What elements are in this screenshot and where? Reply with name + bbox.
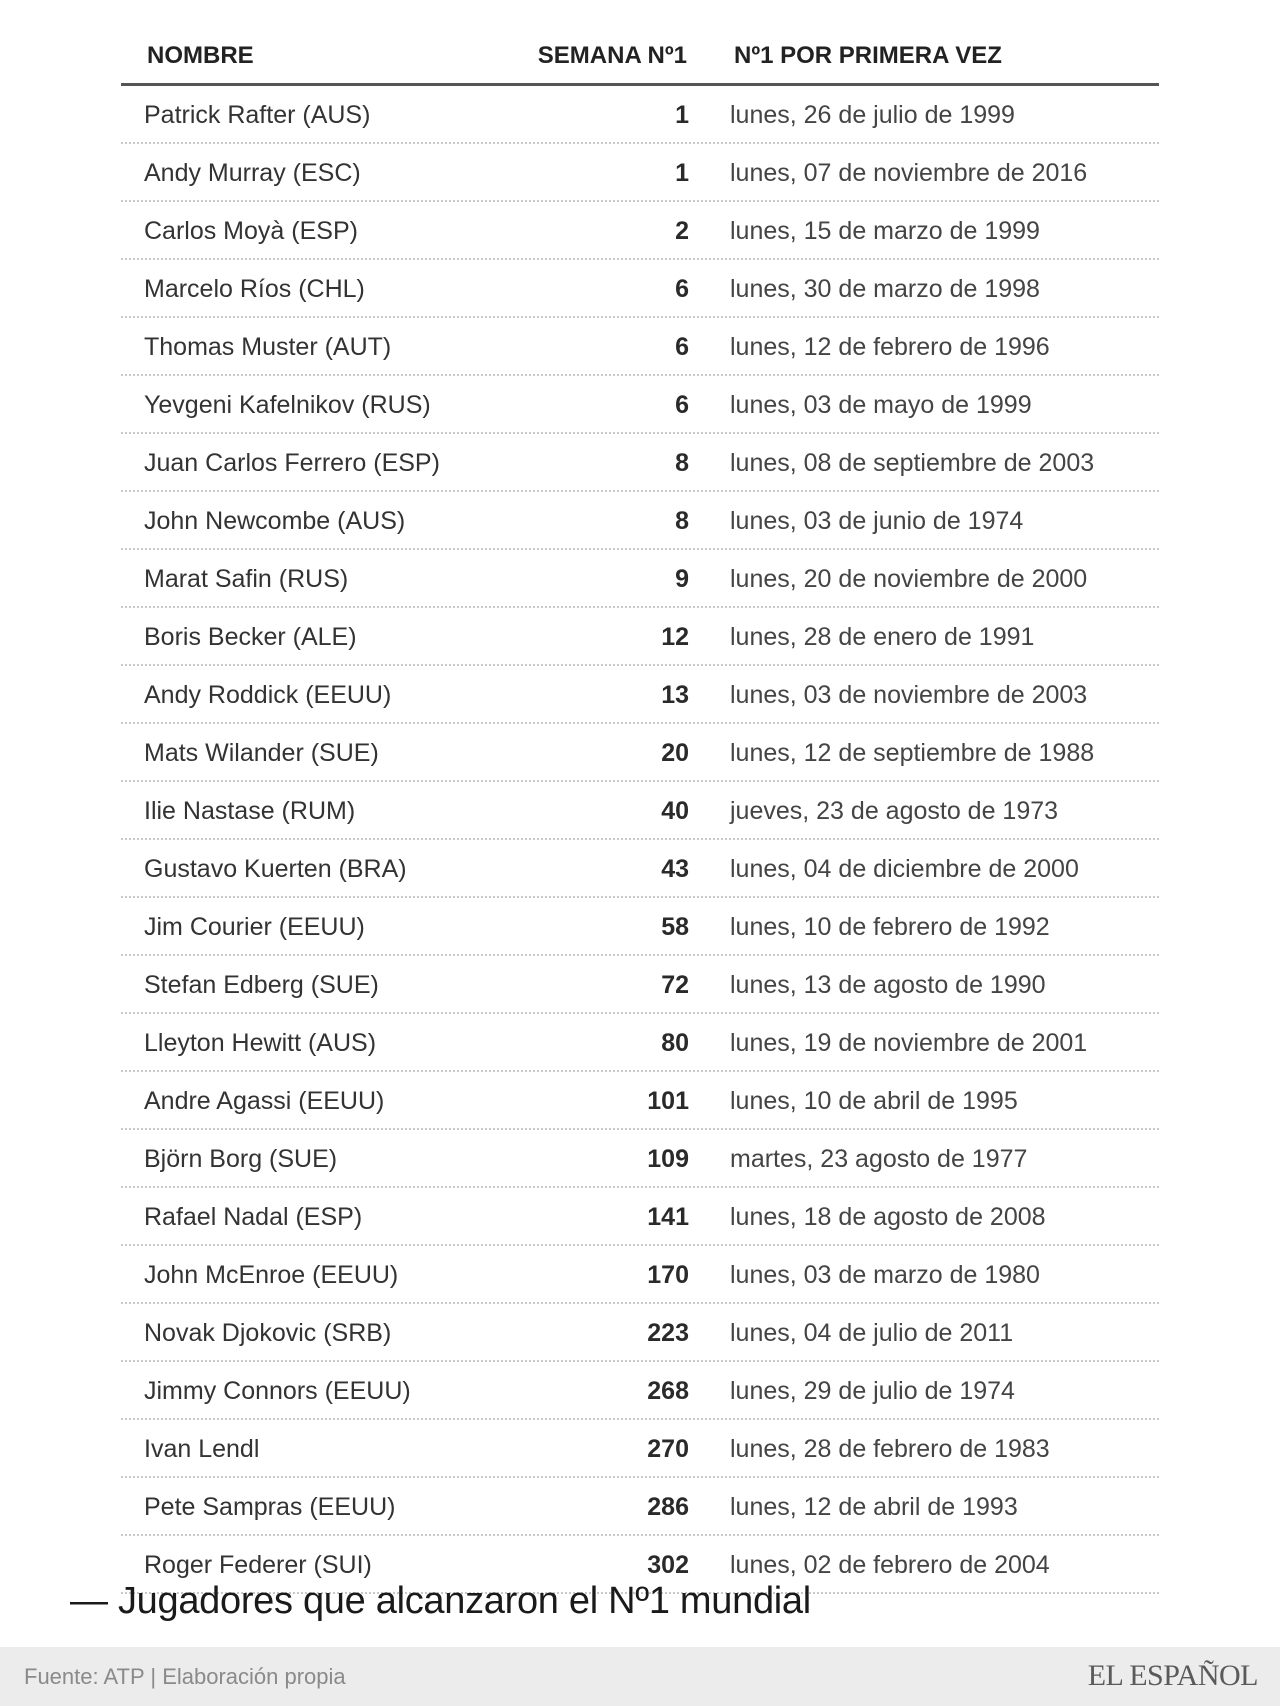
player-name: Boris Becker (ALE)	[144, 623, 357, 651]
table-row	[121, 86, 1159, 144]
weeks-at-number-one: 6	[675, 391, 689, 419]
weeks-at-number-one: 8	[675, 449, 689, 477]
weeks-at-number-one: 268	[647, 1377, 689, 1405]
column-header-weeks: SEMANA Nº1	[537, 42, 687, 69]
player-name: Patrick Rafter (AUS)	[144, 101, 371, 129]
first-number-one-date: lunes, 03 de noviembre de 2003	[730, 681, 1088, 709]
first-number-one-date: jueves, 23 de agosto de 1973	[730, 797, 1059, 825]
table-body	[121, 86, 1159, 1594]
table-row	[121, 1014, 1159, 1072]
player-name: Thomas Muster (AUT)	[144, 333, 392, 361]
player-name: Novak Djokovic (SRB)	[144, 1319, 392, 1347]
table-row	[121, 492, 1159, 550]
weeks-at-number-one: 20	[661, 739, 689, 767]
first-number-one-date: lunes, 29 de julio de 1974	[730, 1377, 1015, 1405]
player-name: Jim Courier (EEUU)	[144, 913, 365, 941]
player-name: Roger Federer (SUI)	[144, 1551, 372, 1579]
player-name: Juan Carlos Ferrero (ESP)	[144, 449, 440, 477]
column-header-first-date: Nº1 POR PRIMERA VEZ	[734, 42, 1002, 69]
weeks-at-number-one: 6	[675, 275, 689, 303]
first-number-one-date: lunes, 18 de agosto de 2008	[730, 1203, 1046, 1231]
footer	[0, 1647, 1280, 1706]
table-row	[121, 1478, 1159, 1536]
table-row	[121, 202, 1159, 260]
player-name: Björn Borg (SUE)	[144, 1145, 338, 1173]
weeks-at-number-one: 80	[661, 1029, 689, 1057]
player-name: Andre Agassi (EEUU)	[144, 1087, 385, 1115]
player-name: Yevgeni Kafelnikov (RUS)	[144, 391, 431, 419]
weeks-at-number-one: 43	[661, 855, 689, 883]
player-name: Stefan Edberg (SUE)	[144, 971, 379, 999]
table-row	[121, 144, 1159, 202]
table-row	[121, 956, 1159, 1014]
player-name: Marat Safin (RUS)	[144, 565, 349, 593]
first-number-one-date: martes, 23 agosto de 1977	[730, 1145, 1028, 1173]
first-number-one-date: lunes, 08 de septiembre de 2003	[730, 449, 1095, 477]
table-row	[121, 898, 1159, 956]
table-row	[121, 1246, 1159, 1304]
player-name: Rafael Nadal (ESP)	[144, 1203, 363, 1231]
weeks-at-number-one: 13	[661, 681, 689, 709]
table-row	[121, 550, 1159, 608]
weeks-at-number-one: 8	[675, 507, 689, 535]
table-row	[121, 1188, 1159, 1246]
table-row	[121, 1420, 1159, 1478]
first-number-one-date: lunes, 12 de abril de 1993	[730, 1493, 1018, 1521]
weeks-at-number-one: 223	[647, 1319, 689, 1347]
weeks-at-number-one: 2	[675, 217, 689, 245]
player-name: John McEnroe (EEUU)	[144, 1261, 399, 1289]
weeks-at-number-one: 101	[647, 1087, 689, 1115]
weeks-at-number-one: 12	[661, 623, 689, 651]
weeks-at-number-one: 270	[647, 1435, 689, 1463]
first-number-one-date: lunes, 12 de septiembre de 1988	[730, 739, 1095, 767]
weeks-at-number-one: 302	[647, 1551, 689, 1579]
table-row	[121, 840, 1159, 898]
weeks-at-number-one: 1	[675, 159, 689, 187]
table-row	[121, 1130, 1159, 1188]
weeks-at-number-one: 170	[647, 1261, 689, 1289]
first-number-one-date: lunes, 02 de febrero de 2004	[730, 1551, 1050, 1579]
table-row	[121, 318, 1159, 376]
first-number-one-date: lunes, 28 de febrero de 1983	[730, 1435, 1050, 1463]
player-name: Pete Sampras (EEUU)	[144, 1493, 396, 1521]
first-number-one-date: lunes, 19 de noviembre de 2001	[730, 1029, 1088, 1057]
table-header	[121, 26, 1159, 86]
player-name: Andy Roddick (EEUU)	[144, 681, 392, 709]
weeks-at-number-one: 72	[661, 971, 689, 999]
player-name: Carlos Moyà (ESP)	[144, 217, 358, 245]
table-row	[121, 1304, 1159, 1362]
first-number-one-date: lunes, 10 de febrero de 1992	[730, 913, 1050, 941]
weeks-at-number-one: 9	[675, 565, 689, 593]
first-number-one-date: lunes, 03 de marzo de 1980	[730, 1261, 1040, 1289]
player-name: Ivan Lendl	[144, 1435, 260, 1463]
players-table	[121, 26, 1159, 1594]
table-row	[121, 376, 1159, 434]
player-name: Lleyton Hewitt (AUS)	[144, 1029, 377, 1057]
weeks-at-number-one: 58	[661, 913, 689, 941]
player-name: Gustavo Kuerten (BRA)	[144, 855, 407, 883]
first-number-one-date: lunes, 04 de diciembre de 2000	[730, 855, 1079, 883]
weeks-at-number-one: 109	[647, 1145, 689, 1173]
player-name: Ilie Nastase (RUM)	[144, 797, 356, 825]
weeks-at-number-one: 40	[661, 797, 689, 825]
weeks-at-number-one: 141	[647, 1203, 689, 1231]
first-number-one-date: lunes, 28 de enero de 1991	[730, 623, 1035, 651]
first-number-one-date: lunes, 13 de agosto de 1990	[730, 971, 1046, 999]
player-name: Andy Murray (ESC)	[144, 159, 361, 187]
table-row	[121, 1362, 1159, 1420]
table-row	[121, 608, 1159, 666]
first-number-one-date: lunes, 03 de junio de 1974	[730, 507, 1024, 535]
first-number-one-date: lunes, 20 de noviembre de 2000	[730, 565, 1088, 593]
player-name: Marcelo Ríos (CHL)	[144, 275, 365, 303]
first-number-one-date: lunes, 15 de marzo de 1999	[730, 217, 1040, 245]
table-row	[121, 724, 1159, 782]
table-row	[121, 782, 1159, 840]
player-name: John Newcombe (AUS)	[144, 507, 406, 535]
table-row	[121, 1072, 1159, 1130]
first-number-one-date: lunes, 30 de marzo de 1998	[730, 275, 1040, 303]
chart-title: — Jugadores que alcanzaron el Nº1 mundial	[70, 1580, 811, 1622]
weeks-at-number-one: 1	[675, 101, 689, 129]
table-row	[121, 260, 1159, 318]
first-number-one-date: lunes, 26 de julio de 1999	[730, 101, 1015, 129]
first-number-one-date: lunes, 04 de julio de 2011	[730, 1319, 1014, 1347]
weeks-at-number-one: 286	[647, 1493, 689, 1521]
weeks-at-number-one: 6	[675, 333, 689, 361]
table-row	[121, 666, 1159, 724]
player-name: Jimmy Connors (EEUU)	[144, 1377, 411, 1405]
brand-logo: EL ESPAÑOL	[1087, 1659, 1258, 1692]
first-number-one-date: lunes, 03 de mayo de 1999	[730, 391, 1032, 419]
first-number-one-date: lunes, 07 de noviembre de 2016	[730, 159, 1088, 187]
player-name: Mats Wilander (SUE)	[144, 739, 379, 767]
column-header-name: NOMBRE	[147, 42, 254, 69]
table-row	[121, 434, 1159, 492]
source-note: Fuente: ATP | Elaboración propia	[24, 1664, 346, 1689]
first-number-one-date: lunes, 12 de febrero de 1996	[730, 333, 1050, 361]
first-number-one-date: lunes, 10 de abril de 1995	[730, 1087, 1018, 1115]
